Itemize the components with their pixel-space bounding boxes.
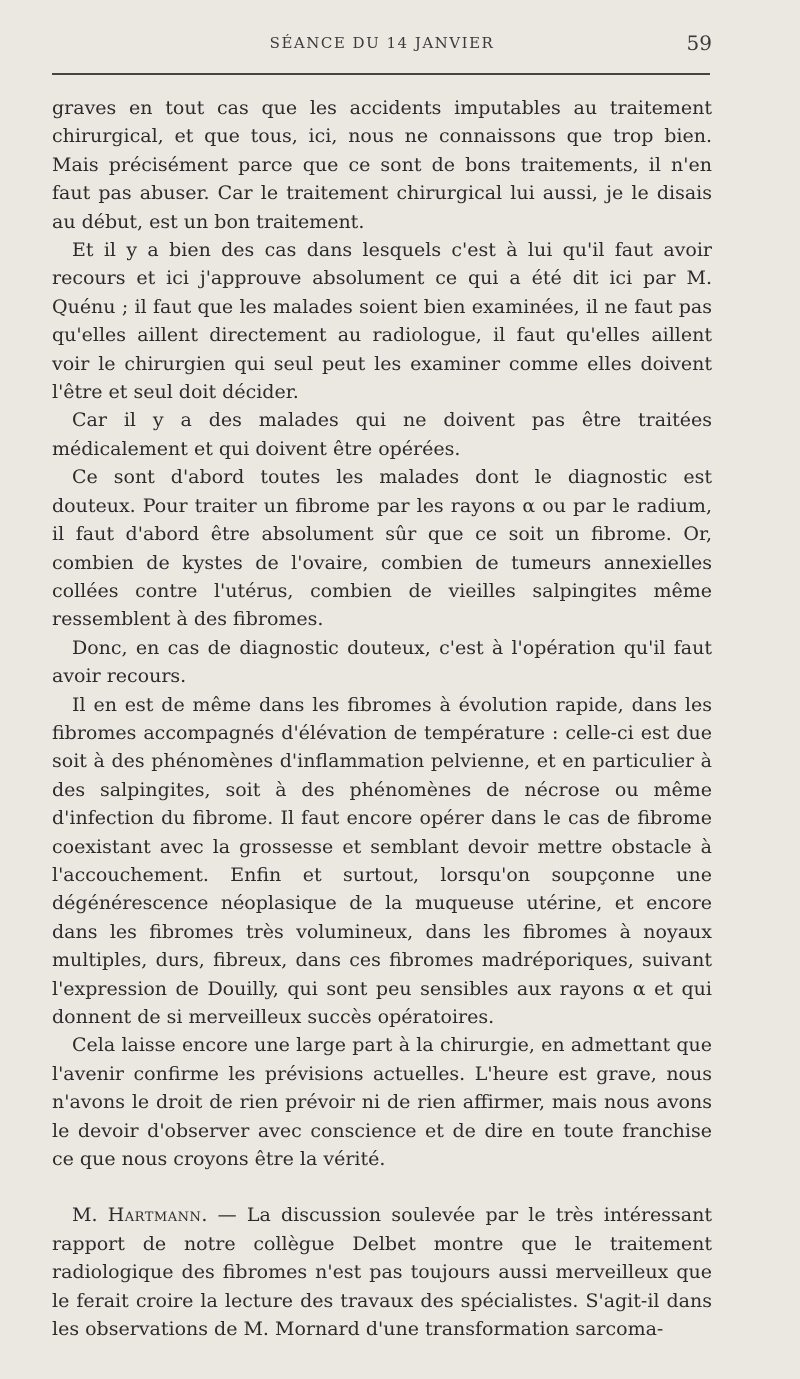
paragraph: Il en est de même dans les fibromes à évolution rapide, dans les fibromes accompagnés d'élévation de température : celle-ci est due soit à des phénomènes d'inflammation pelvienne, et en particulier à des salpingites, soit à des phénomènes de nécrose ou même d'infection du fibrome. Il faut encore opérer dans le cas de fibrome coexistant avec la grossesse et semblant devoir mettre obstacle à l'accouchement. Enfin et surtout, lorsqu'on soupçonne une dégénérescence néoplasique de la muqueuse utérine, et encore dans les fibromes très volumineux, dans les fibromes à noyaux multiples, durs, fibreux, dans ces fibromes madréporiques, suivant l'expression de Douilly, qui sont peu sensibles aux rayons α et qui donnent de si merveilleux succès opératoires. <box>52 693 712 1028</box>
paragraph: Car il y a des malades qui ne doivent pas être traitées médicalement et qui doivent être opérées. <box>52 409 712 460</box>
section-gap <box>52 1173 712 1201</box>
speaker-paragraph <box>52 1201 712 1343</box>
paragraph-continuation: graves en tout cas que les accidents imputables au traitement chirurgical, et que tous, ici, nous ne connaissons que trop bien. Mais précisément parce que ce sont de bons traitements, il n'en faut pas abuser. Car le traitement chirurgical lui aussi, je le disais au début, est un bon traitement. <box>52 97 712 233</box>
paragraph: Cela laisse encore une large part à la chirurgie, en admettant que l'avenir confirme les prévisions actuelles. L'heure est grave, nous n'avons le droit de rien prévoir ni de rien affirmer, mais nous avons le devoir d'observer avec conscience et de dire en toute franchise ce que nous croyons être la vérité. <box>52 1034 712 1171</box>
running-head: SÉANCE DU 14 JANVIER <box>269 34 495 52</box>
paragraph: Donc, en cas de diagnostic douteux, c'est à l'opération qu'il faut avoir recours. <box>52 636 712 688</box>
page-number: 59 <box>686 31 712 55</box>
speaker-text: . — La discussion soulevée par le très intéressant rapport de notre collègue Delbet montre que le traitement radiologique des fibromes n'est pas toujours aussi merveilleux que le ferait croire la lecture des travaux des spécialistes. S'agit-il dans les observations de M. Mornard d'une transformation sarcoma- <box>52 1204 712 1341</box>
paragraph: Ce sont d'abord toutes les malades dont le diagnostic est douteux. Pour traiter un fibrome par les rayons α ou par le radium, il faut d'abord être absolument sûr que ce soit un fibrome. Or, combien de kystes de l'ovaire, combien de tumeurs annexielles collées contre l'utérus, combien de vieilles salpingites même ressemblent à des fibromes. <box>52 466 712 631</box>
page-header <box>52 30 712 60</box>
page-body <box>52 94 712 1343</box>
speaker-prefix: M. <box>72 1204 108 1227</box>
speaker-name: Hartmann <box>107 1204 202 1227</box>
paragraph: Et il y a bien des cas dans lesquels c'est à lui qu'il faut avoir recours et ici j'approuve absolument ce qui a été dit ici par M. Quénu ; il faut que les malades soient bien examinées, il ne faut pas qu'elles aillent directement au radiologue, il faut qu'elles aillent voir le chirurgien qui seul peut les examiner comme elles doivent l'être et seul doit décider. <box>52 239 712 404</box>
header-rule <box>52 73 710 75</box>
